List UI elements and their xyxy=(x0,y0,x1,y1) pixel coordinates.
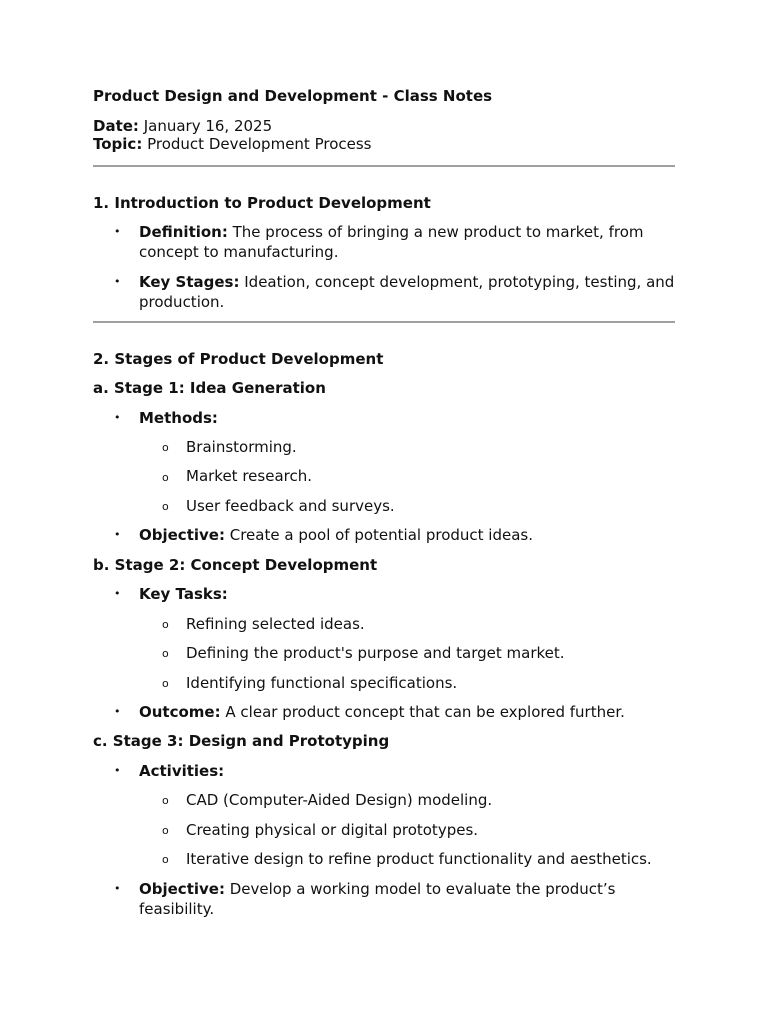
stage-heading: c. Stage 3: Design and Prototyping xyxy=(93,732,390,750)
definition-label: Definition: xyxy=(139,223,228,241)
list-item: Market research. xyxy=(186,467,312,485)
bullet-icon: • xyxy=(114,587,121,600)
list-item: Creating physical or digital prototypes. xyxy=(186,821,479,839)
sub-bullet-icon: o xyxy=(162,677,169,690)
definition-text: The process of bringing a new product to market, from concept to manufacturing. xyxy=(139,223,644,261)
outcome-item xyxy=(139,702,625,722)
topic-label: Topic: xyxy=(93,135,143,153)
objective-label: Objective: xyxy=(139,526,225,544)
key-tasks-label: Key Tasks: xyxy=(139,585,228,603)
objective-text: Develop a working model to evaluate the product’s feasibility. xyxy=(139,880,616,918)
key-stages-item xyxy=(139,272,675,312)
sub-bullet-icon: o xyxy=(162,853,169,866)
topic-value: Product Development Process xyxy=(147,135,372,153)
objective-label: Objective: xyxy=(139,880,225,898)
objective-text: Create a pool of potential product ideas. xyxy=(229,526,534,544)
sub-bullet-icon: o xyxy=(162,618,169,631)
key-stages-label: Key Stages: xyxy=(139,273,240,291)
outcome-label: Outcome: xyxy=(139,703,221,721)
bullet-icon: • xyxy=(114,411,121,424)
definition-item xyxy=(139,222,675,262)
list-item: Identifying functional specifications. xyxy=(186,674,458,692)
sub-bullet-icon: o xyxy=(162,824,169,837)
list-item: User feedback and surveys. xyxy=(186,497,395,515)
key-stages-text: Ideation, concept development, prototyping, testing, and production. xyxy=(139,273,675,311)
sub-bullet-icon: o xyxy=(162,441,169,454)
stage-heading: b. Stage 2: Concept Development xyxy=(93,556,378,574)
objective-item xyxy=(139,879,675,919)
outcome-text: A clear product concept that can be explored further. xyxy=(225,703,625,721)
document-title: Product Design and Development - Class Notes xyxy=(93,87,493,105)
list-item: Defining the product's purpose and target market. xyxy=(186,644,565,662)
bullet-icon: • xyxy=(114,882,121,895)
section-heading: 2. Stages of Product Development xyxy=(93,350,384,368)
list-item: Brainstorming. xyxy=(186,438,297,456)
divider xyxy=(93,165,675,167)
bullet-icon: • xyxy=(114,225,121,238)
stage-heading: a. Stage 1: Idea Generation xyxy=(93,379,326,397)
list-item: Refining selected ideas. xyxy=(186,615,365,633)
list-item: Iterative design to refine product functionality and aesthetics. xyxy=(186,850,652,868)
bullet-icon: • xyxy=(114,705,121,718)
topic-line xyxy=(93,134,371,154)
section-heading: 1. Introduction to Product Development xyxy=(93,194,431,212)
date-line xyxy=(93,116,272,136)
activities-label: Activities: xyxy=(139,762,225,780)
sub-bullet-icon: o xyxy=(162,794,169,807)
sub-bullet-icon: o xyxy=(162,647,169,660)
date-label: Date: xyxy=(93,117,139,135)
objective-item xyxy=(139,525,533,545)
date-value: January 16, 2025 xyxy=(143,117,273,135)
methods-label: Methods: xyxy=(139,409,218,427)
sub-bullet-icon: o xyxy=(162,471,169,484)
bullet-icon: • xyxy=(114,528,121,541)
bullet-icon: • xyxy=(114,275,121,288)
list-item: CAD (Computer-Aided Design) modeling. xyxy=(186,791,493,809)
bullet-icon: • xyxy=(114,764,121,777)
divider xyxy=(93,321,675,323)
sub-bullet-icon: o xyxy=(162,500,169,513)
